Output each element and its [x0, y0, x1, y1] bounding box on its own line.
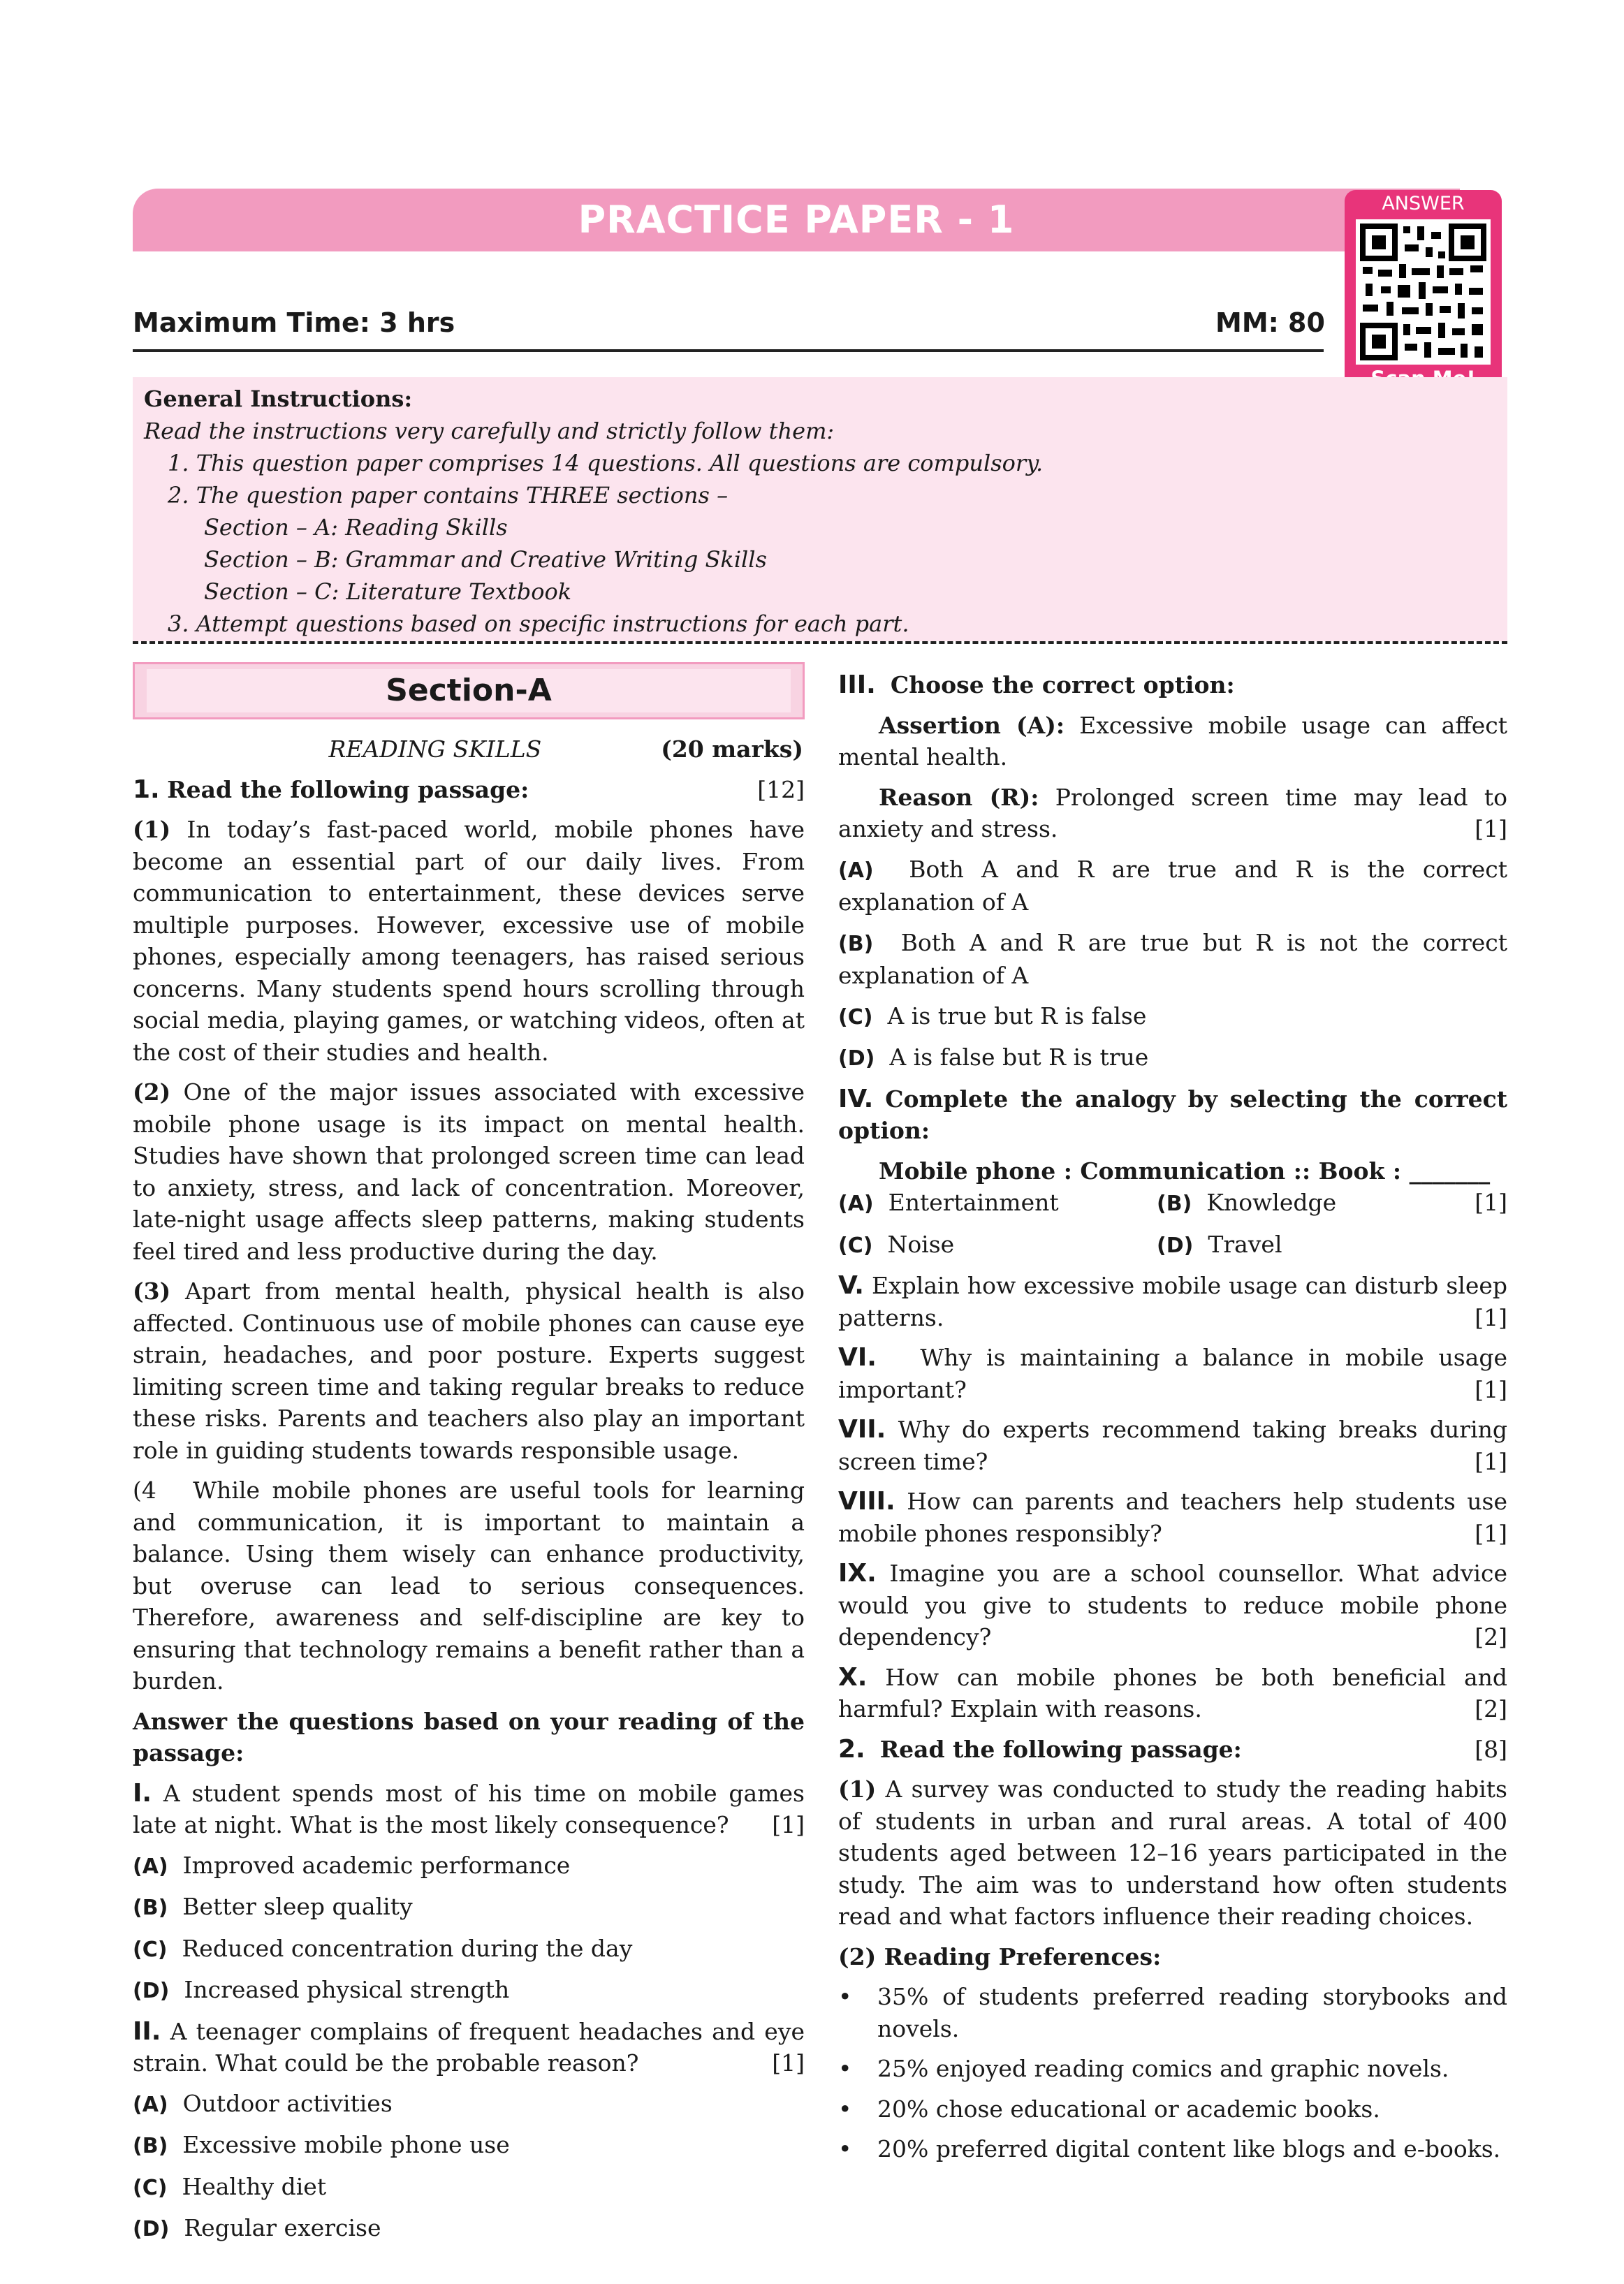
option-item[interactable]: (D) Regular exercise [133, 2214, 381, 2241]
instruction-item: Section – A: Reading Skills [204, 514, 508, 541]
qr-code-graphic [1356, 219, 1491, 365]
option-item[interactable]: (C) Healthy diet [133, 2172, 327, 2200]
option-item[interactable]: (B) Both A and R are true but R is not the correct explanation of A [838, 928, 1508, 989]
instruction-item: Section – C: Literature Textbook [204, 578, 572, 605]
section-subtitle: READING SKILLS [328, 735, 542, 763]
q2-header: 2. Read the following passage: [8] [838, 1734, 1507, 1764]
assertion: Assertion (A): Excessive mobile usage can affect mental health. [838, 711, 1507, 770]
qr-answer-label: ANSWER [1382, 193, 1465, 214]
question-iii: III. Choose the correct option: [838, 671, 1235, 699]
q1-header [133, 774, 805, 806]
option-item[interactable]: (C) Noise [838, 1230, 955, 1258]
option-item[interactable]: (C) A is true but R is false [838, 1002, 1147, 1030]
option-item[interactable]: (A) Outdoor activities [133, 2089, 393, 2117]
analogy: Mobile phone : Communication :: Book : _______ [1] [879, 1157, 1507, 1216]
passage-paragraph: (4 While mobile phones are useful tools for learning and communication, it is important to maintain a balance. Using them wisely can enhance productivity, but overuse can lead to serious consequences. Therefore, awareness and self-discipline are key to ensuring that technology remains a benefit rather than a burden. [133, 1477, 805, 1694]
instruction-item: 1. This question paper comprises 14 questions. All questions are compulsory. [168, 450, 1044, 476]
question-vi: VI. Why is maintaining a balance in mobile usage important? [1] [838, 1343, 1507, 1403]
option-row [838, 1229, 1507, 1262]
passage-paragraph: (2) One of the major issues associated with excessive mobile phone usage is its impact on mental health. Studies have shown that prolonged screen time can lead to anxiety, stress, and lack of concentration. Moreover, late-night usage affects sleep patterns, making students feel tired and less productive during the day. [133, 1078, 805, 1265]
reason: Reason (R): Prolonged screen time may lead to anxiety and stress. [1] [838, 783, 1507, 842]
section-subtitle-line [133, 733, 805, 766]
qr-code-icon[interactable] [1356, 219, 1491, 365]
instructions-intro: Read the instructions very carefully and strictly follow them: [144, 418, 835, 444]
option-item[interactable]: (A) Entertainment [838, 1189, 1059, 1216]
max-time: Maximum Time: 3 hrs [133, 307, 455, 338]
list-item: • 35% of students preferred reading storybooks and novels. [838, 1981, 1507, 2044]
option-item[interactable]: (A) Improved academic performance [133, 1851, 571, 1879]
q2-subheading: (2) Reading Preferences: [838, 1942, 1162, 1970]
option-item[interactable]: (B) Excessive mobile phone use [133, 2131, 510, 2158]
option-item[interactable]: (B) Better sleep quality [133, 1893, 413, 1920]
question-v: V. Explain how excessive mobile usage can disturb sleep patterns. [1] [838, 1271, 1507, 1331]
passage-paragraph: (3) Apart from mental health, physical health is also affected. Continuous use of mobile phones can cause eye strain, headaches, and poor posture. Experts suggest limiting screen time and taking regular breaks to reduce these risks. Parents and teachers also play an important role in guiding students towards responsible usage. [133, 1278, 805, 1464]
question-iv: IV. Complete the analogy by selecting the correct option: [838, 1084, 1507, 1144]
q1-number: 1. [133, 775, 160, 804]
answer-prompt: Answer the questions based on your reading of the passage: [133, 1707, 805, 1766]
q1-marks: [12] [757, 775, 805, 803]
option-row [838, 1187, 1507, 1220]
question-ii: II. A teenager complains of frequent headaches and eye strain. What could be the probable reason? [1] [133, 2016, 805, 2077]
instructions-divider [133, 641, 1507, 644]
header-rule [133, 349, 1324, 352]
question-viii: VIII. How can parents and teachers help students use mobile phones responsibly? [1] [838, 1487, 1507, 1547]
instruction-item: 3. Attempt questions based on specific instructions for each part. [168, 610, 909, 637]
question-i: I. A student spends most of his time on mobile games late at night. What is the most likely consequence? [1] [133, 1778, 805, 1838]
max-marks: MM: 80 [1215, 307, 1325, 338]
option-item[interactable]: (D) A is false but R is true [838, 1044, 1149, 1071]
list-item: • 20% chose educational or academic books. [838, 2093, 1507, 2125]
instructions-heading: General Instructions: [144, 386, 413, 412]
q2-paragraph: (1) A survey was conducted to study the reading habits of students in urban and rural areas. A total of 400 students aged between 12–16 years participated in the study. The aim was to understand how often students read and what factors influence their reading choices. [838, 1776, 1507, 1930]
question-x: X. How can mobile phones be both beneficial and harmful? Explain with reasons. [2] [838, 1662, 1507, 1722]
instruction-item: 2. The question paper contains THREE sections – [168, 482, 729, 508]
option-item[interactable]: (A) Both A and R are true and R is the correct explanation of A [838, 855, 1507, 916]
right-column [838, 669, 1507, 2165]
instruction-item: Section – B: Grammar and Creative Writing Skills [204, 546, 767, 573]
option-item[interactable]: (D) Travel [1157, 1230, 1282, 1258]
option-item[interactable]: (C) Reduced concentration during the day [133, 1934, 633, 1962]
left-column [133, 733, 805, 2246]
passage-paragraph: (1) In today’s fast-paced world, mobile phones have become an essential part of our daily lives. From communication to entertainment, these devices serve multiple purposes. However, excessive use of mobile phones, especially among teenagers, has raised serious concerns. Many students spend hours scrolling through social media, playing games, or watching videos, often at the cost of their studies and health. [133, 816, 805, 1066]
section-title: Section-A [147, 669, 791, 712]
q1-prompt: Read the following passage: [167, 775, 529, 803]
question-vii: VII. Why do experts recommend taking breaks during screen time? [1] [838, 1415, 1508, 1475]
question-ix: IX. Imagine you are a school counsellor. What advice would you give to students to reduce mobile phone dependency? [2] [838, 1559, 1507, 1650]
paper-title: PRACTICE PAPER - 1 [578, 198, 1015, 242]
option-item[interactable]: (B) Knowledge [1157, 1189, 1337, 1216]
list-item: • 25% enjoyed reading comics and graphic novels. [838, 2053, 1507, 2085]
list-item: • 20% preferred digital content like blogs and e-books. [838, 2133, 1507, 2165]
section-marks: (20 marks) [661, 735, 803, 763]
option-item[interactable]: (D) Increased physical strength [133, 1976, 510, 2003]
